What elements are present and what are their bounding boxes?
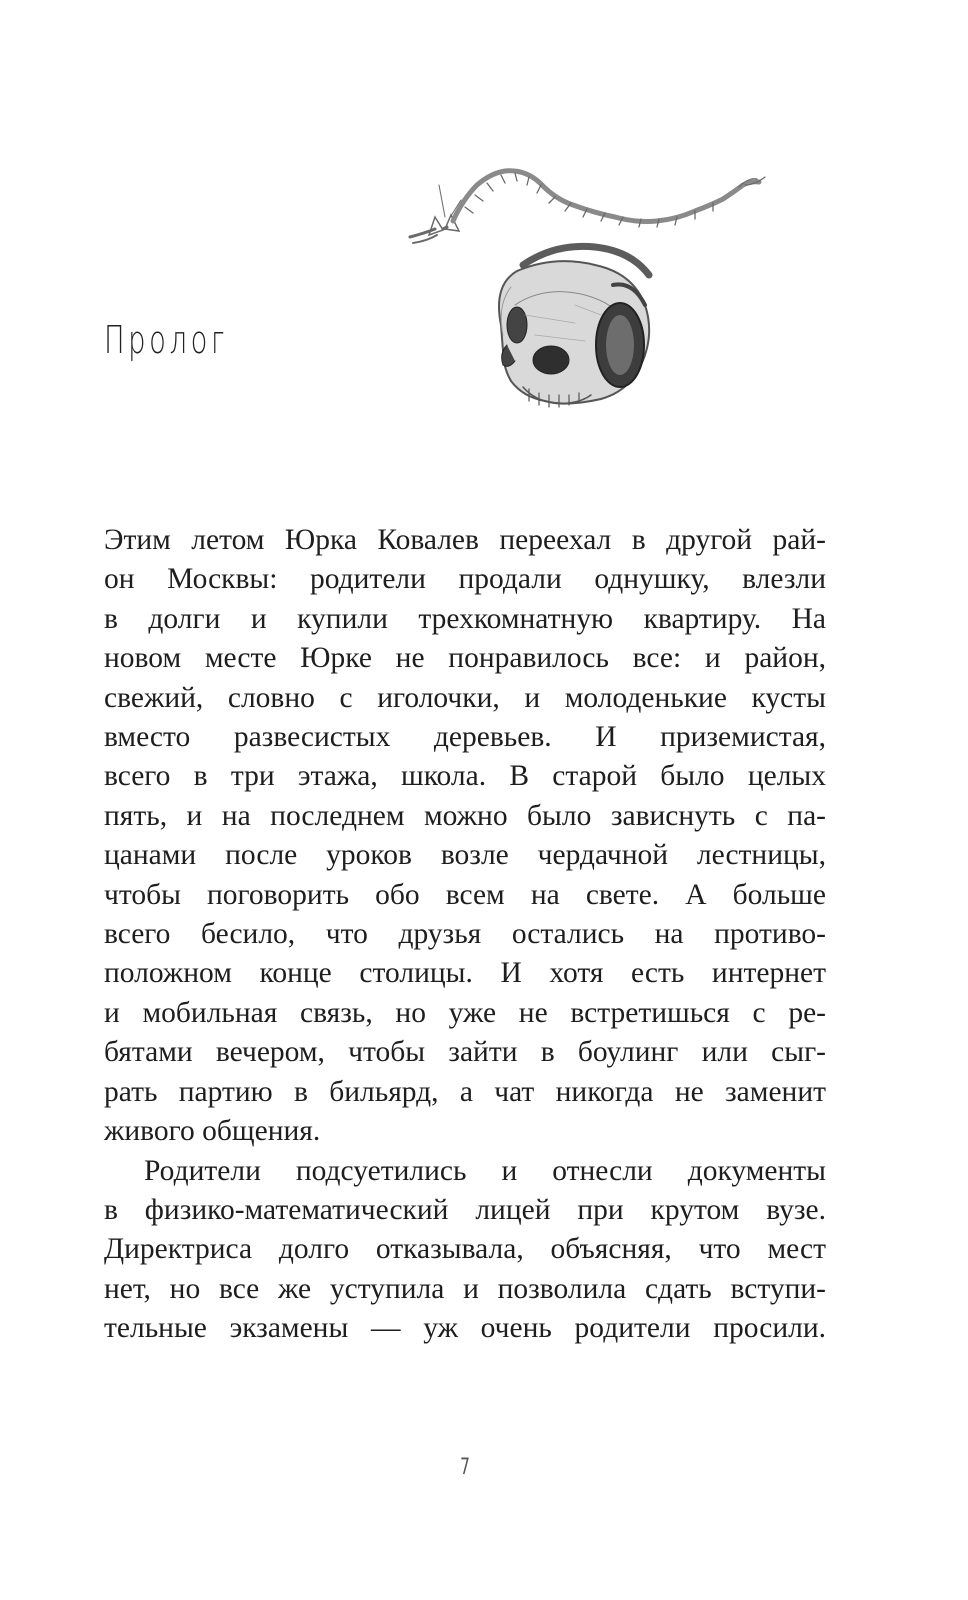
skull-with-headphones-icon [499,246,649,407]
skull-headphones-illustration [405,155,775,440]
text-line: бятами вечером, чтобы зайти в боулинг или сыг- [104,1036,826,1069]
paragraph [104,521,826,1152]
text-line: в физико-математический лицей при крутом вузе. [104,1193,826,1226]
text-line: вместо развесистых деревьев. И приземистая, [104,721,826,754]
braid-with-bow-icon [410,171,765,243]
text-line: нет, но все же уступила и позволила сдать вступи- [104,1272,826,1305]
chapter-body [104,521,826,1349]
text-line: и мобильная связь, но уже не встретишься с ре- [104,996,826,1029]
text-line: всего бесило, что друзья остались на противо- [104,918,826,951]
text-line: положном конце столицы. И хотя есть интернет [104,957,826,990]
paragraph [104,1152,826,1349]
text-line: новом месте Юрке не понравилось все: и район, [104,642,826,675]
text-line: всего в три этажа, школа. В старой было целых [104,760,826,793]
text-line: тельные экзамены — уж очень родители просили. [104,1312,826,1345]
text-line: свежий, словно с иголочки, и молоденькие кусты [104,681,826,714]
text-line: чтобы поговорить обо всем на свете. А больше [104,878,826,911]
text-line: Этим летом Юрка Ковалев переехал в другой рай- [104,524,826,556]
text-line: Родители подсуетились и отнесли документы [144,1154,826,1187]
chapter-title: Пролог [104,318,228,362]
text-line: цанами после уроков возле чердачной лестницы, [104,839,826,872]
text-line: Директриса долго отказывала, объясняя, что мест [104,1233,826,1266]
text-line: живого общения. [104,1115,321,1148]
text-line: пять, и на последнем можно было зависнуть с па- [104,799,826,832]
text-line: в долги и купили трехкомнатную квартиру. На [104,602,826,635]
page-number: 7 [460,1455,470,1480]
text-line: рать партию в бильярд, а чат никогда не заменит [104,1075,826,1108]
text-line: он Москвы: родители продали однушку, влезли [104,563,826,596]
